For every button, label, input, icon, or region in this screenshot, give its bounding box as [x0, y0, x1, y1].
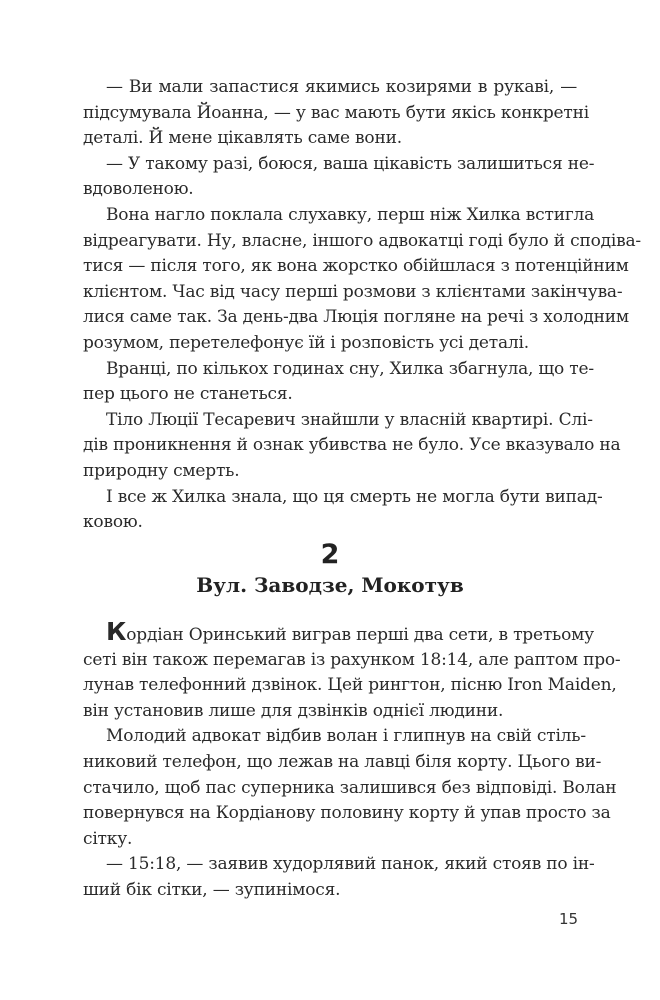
text-block-chapter-2: [83, 617, 621, 904]
text-line: [83, 617, 594, 648]
text-line: сеті він також перемагав із рахунком 18:14, але раптом про-: [83, 649, 621, 670]
text-line: Тіло Люції Тесаревич знайшли у власній квартирі. Слі-: [106, 409, 593, 430]
first-line-text: ордіан Оринський виграв перші два сети, в третьому: [126, 625, 594, 645]
text-line: лися саме так. За день-два Люція погляне на речі з холодним: [83, 307, 629, 328]
text-line: сітку.: [83, 828, 133, 849]
text-block-previous-chapter: [83, 75, 641, 536]
text-line: дів проникнення й ознак убивства не було. Усе вказувало на: [83, 435, 621, 456]
chapter-number: 2: [320, 539, 340, 570]
text-line: деталі. Й мене цікавлять саме вони.: [83, 128, 402, 149]
text-line: Вранці, по кількох годинах сну, Хилка збагнула, що те-: [106, 358, 594, 379]
page-number: 15: [559, 910, 579, 928]
chapter-title: Вул. Заводзе, Мокотув: [196, 573, 464, 597]
text-line: повернувся на Кордіанову половину корту й упав просто за: [83, 803, 611, 824]
text-line: — У такому разі, боюся, ваша цікавість залишиться не-: [106, 153, 595, 174]
text-line: — 15:18, — заявив худорлявий панок, який стояв по ін-: [106, 854, 595, 875]
drop-cap: К: [106, 617, 127, 646]
text-line: пер цього не станеться.: [83, 384, 293, 405]
text-line: Вона нагло поклала слухавку, перш ніж Хилка встигла: [106, 204, 595, 225]
text-line: Молодий адвокат відбив волан і глипнув на свій стіль-: [106, 726, 586, 747]
text-line: никовий телефон, що лежав на лавці біля корту. Цього ви-: [83, 751, 602, 772]
text-line: відреагувати. Ну, власне, іншого адвокатці годі було й сподіва-: [83, 230, 641, 251]
text-line: стачило, щоб пас суперника залишився без відповіді. Волан: [83, 777, 617, 798]
text-line: вдоволеною.: [83, 179, 194, 200]
text-line: — Ви мали запастися якимись козирями в рукаві, —: [106, 77, 577, 97]
text-line: ший бік сітки, — зупинімося.: [83, 879, 341, 900]
text-line: тися — після того, як вона жорстко обійшлася з потенційним: [83, 256, 629, 277]
text-line: І все ж Хилка знала, що ця смерть не могла бути випад-: [106, 486, 603, 507]
text-line: клієнтом. Час від часу перші розмови з клієнтами закінчува-: [83, 281, 623, 302]
text-line: ковою.: [83, 512, 143, 533]
text-line: він установив лише для дзвінків однієї людини.: [83, 700, 504, 721]
text-line: природну смерть.: [83, 460, 240, 481]
text-line: лунав телефонний дзвінок. Цей рингтон, пісню Iron Maiden,: [83, 675, 617, 696]
text-line: розумом, перетелефонує їй і розповість усі деталі.: [83, 332, 529, 353]
text-line: підсумувала Йоанна, — у вас мають бути якісь конкретні: [83, 102, 589, 123]
